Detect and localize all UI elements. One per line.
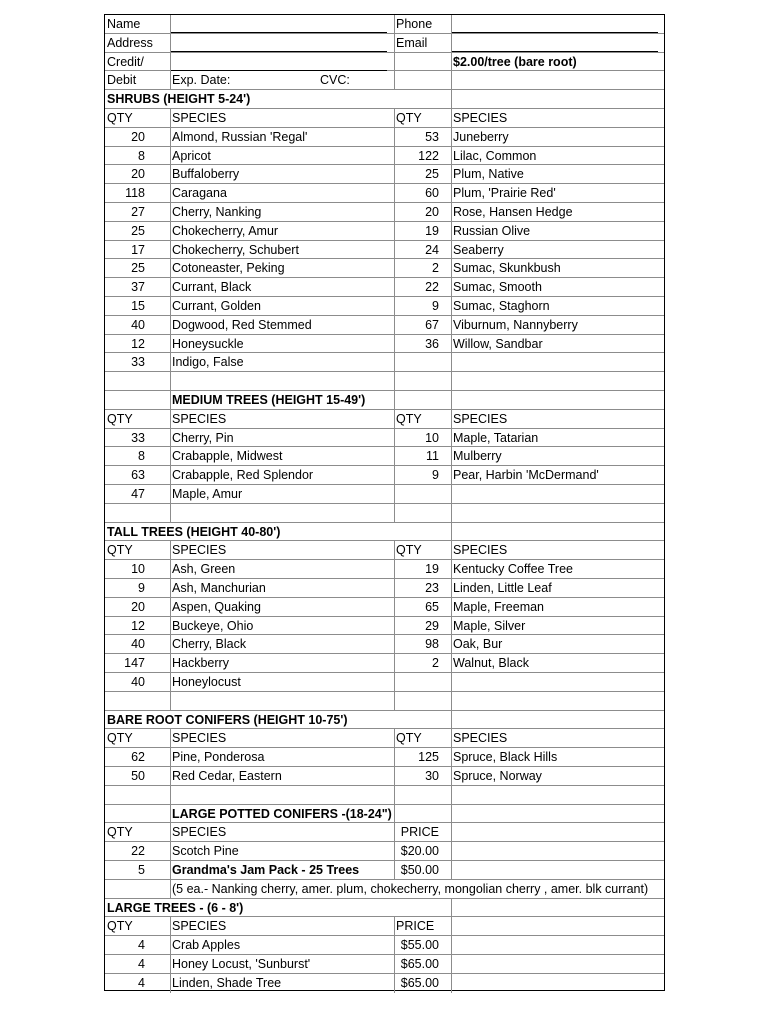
shrubs-section-title: SHRUBS (HEIGHT 5-24'): [107, 92, 251, 107]
address-email-row: [105, 34, 664, 53]
qty-value[interactable]: 10: [425, 430, 439, 445]
qty-value[interactable]: 40: [131, 317, 145, 332]
species-name: Apricot: [172, 148, 211, 163]
conifers-header-row: [105, 729, 664, 748]
qty-value[interactable]: 20: [425, 205, 439, 219]
qty-header: QTY: [396, 411, 422, 426]
species-name: Rose, Hansen Hedge: [453, 205, 573, 219]
species-name: Indigo, False: [172, 355, 244, 370]
species-name: Cherry, Pin: [172, 430, 234, 445]
qty-value[interactable]: 9: [432, 299, 439, 313]
qty-value[interactable]: 125: [418, 750, 439, 765]
qty-value[interactable]: 11: [426, 449, 439, 464]
medium-section-title: MEDIUM TREES (HEIGHT 15-49'): [172, 393, 366, 407]
qty-value[interactable]: 118: [125, 186, 145, 201]
table-row: [105, 316, 664, 335]
species-name: Spruce, Black Hills: [453, 750, 558, 765]
qty-value[interactable]: 12: [131, 618, 145, 633]
species-name: Chokecherry, Schubert: [172, 242, 299, 257]
species-name: [451, 485, 664, 503]
species-name: Grandma's Jam Pack - 25 Trees: [172, 863, 360, 877]
species-header: SPECIES: [172, 543, 227, 558]
qty-value[interactable]: 10: [131, 562, 145, 577]
qty-value[interactable]: 40: [131, 675, 145, 689]
species-name: Walnut, Black: [453, 656, 529, 671]
species-name: Caragana: [172, 186, 227, 201]
qty-value[interactable]: 147: [124, 656, 145, 671]
species-header: SPECIES: [453, 111, 508, 125]
name-field[interactable]: [171, 15, 393, 33]
table-row: [105, 128, 664, 147]
species-header: SPECIES: [453, 411, 508, 426]
medium-title-row: [105, 391, 664, 410]
species-name: Pear, Harbin 'McDermand': [453, 468, 599, 483]
credit-row: [105, 53, 664, 72]
qty-value[interactable]: [394, 673, 439, 691]
table-row: [105, 654, 664, 673]
table-row: [105, 222, 664, 241]
qty-value[interactable]: 122: [418, 148, 439, 163]
qty-value[interactable]: 47: [131, 487, 145, 501]
species-header: SPECIES: [453, 543, 508, 558]
qty-value[interactable]: 22: [131, 844, 145, 859]
species-name: Honey Locust, 'Sunburst': [172, 957, 311, 971]
potted-title-row: [105, 805, 664, 824]
price-header: PRICE: [396, 919, 435, 934]
phone-label: Phone: [396, 17, 433, 31]
qty-value[interactable]: 53: [425, 129, 439, 144]
qty-value[interactable]: 12: [131, 336, 145, 351]
species-name: Cherry, Black: [172, 637, 247, 652]
debit-row: [105, 71, 664, 90]
species-name: Chokecherry, Amur: [172, 223, 279, 238]
species-name: Linden, Shade Tree: [172, 975, 282, 990]
table-row: [105, 617, 664, 636]
tall-section-title: TALL TREES (HEIGHT 40-80'): [107, 524, 281, 539]
qty-value[interactable]: 27: [131, 205, 145, 219]
email-field[interactable]: [452, 34, 664, 52]
species-name: Cherry, Nanking: [172, 205, 262, 219]
spacer-row: [105, 692, 664, 711]
qty-value[interactable]: 33: [131, 430, 145, 445]
species-header: SPECIES: [172, 919, 227, 934]
species-name: Dogwood, Red Stemmed: [172, 317, 312, 332]
table-row: [105, 598, 664, 617]
address-label: Address: [107, 35, 153, 50]
species-name: [451, 353, 664, 371]
spacer-row: [105, 504, 664, 523]
qty-value[interactable]: 37: [131, 280, 145, 295]
species-name: Oak, Bur: [453, 637, 503, 652]
qty-value[interactable]: 9: [138, 581, 145, 595]
tall-title-row: [105, 523, 664, 542]
qty-header: QTY: [107, 543, 133, 558]
cvc-label: CVC:: [320, 73, 350, 88]
table-row: [105, 241, 664, 260]
table-row: [105, 673, 664, 692]
qty-value[interactable]: 8: [138, 148, 145, 163]
price-value: $55.00: [400, 938, 439, 953]
qty-value[interactable]: 25: [131, 223, 145, 238]
species-name: Crabapple, Midwest: [172, 449, 283, 464]
qty-value[interactable]: 25: [131, 261, 145, 276]
species-name: Maple, Amur: [172, 487, 243, 501]
name-phone-row: [105, 15, 664, 34]
species-name: Spruce, Norway: [453, 769, 542, 783]
qty-value[interactable]: 60: [425, 186, 439, 201]
qty-header: QTY: [396, 731, 422, 746]
species-name: Honeylocust: [172, 675, 241, 689]
qty-value[interactable]: 4: [138, 975, 145, 990]
table-row: [105, 297, 664, 316]
qty-value[interactable]: 63: [131, 468, 145, 483]
qty-value[interactable]: 50: [131, 769, 145, 783]
qty-header: QTY: [396, 543, 422, 558]
qty-header: QTY: [107, 825, 133, 840]
species-name: [451, 673, 664, 691]
price-value: $65.00: [400, 975, 439, 990]
species-name: Red Cedar, Eastern: [172, 769, 282, 783]
species-header: SPECIES: [172, 411, 227, 426]
qty-value[interactable]: 19: [425, 562, 439, 577]
species-name: Maple, Freeman: [453, 599, 545, 614]
qty-value[interactable]: 23: [425, 581, 439, 595]
qty-value[interactable]: 22: [425, 280, 439, 295]
table-row: [105, 278, 664, 297]
qty-header: QTY: [107, 731, 133, 746]
price-value: $50.00: [400, 863, 439, 877]
species-name: Honeysuckle: [172, 336, 244, 351]
qty-value[interactable]: 20: [131, 599, 145, 614]
species-name: Maple, Tatarian: [453, 430, 539, 445]
large-trees-section-title: LARGE TREES - (6 - 8'): [107, 900, 244, 915]
qty-value[interactable]: [394, 353, 439, 371]
species-name: Lilac, Common: [453, 148, 537, 163]
qty-value[interactable]: 67: [425, 317, 439, 332]
bare-root-price-note: $2.00/tree (bare root): [453, 54, 577, 69]
qty-value[interactable]: 25: [425, 167, 439, 182]
table-row: [105, 767, 664, 786]
species-name: Currant, Golden: [172, 299, 261, 313]
qty-value[interactable]: 20: [131, 167, 145, 182]
species-name: Willow, Sandbar: [453, 336, 543, 351]
species-name: Aspen, Quaking: [172, 599, 261, 614]
qty-value[interactable]: 29: [425, 618, 439, 633]
table-row: [105, 165, 664, 184]
qty-value[interactable]: 30: [425, 769, 439, 783]
email-label: Email: [396, 35, 428, 50]
qty-value[interactable]: 40: [131, 637, 145, 652]
shrubs-title-row: [105, 90, 664, 109]
name-label: Name: [107, 17, 141, 31]
qty-value[interactable]: 15: [131, 299, 145, 313]
phone-field[interactable]: [452, 15, 664, 33]
table-row: [105, 955, 664, 974]
species-name: Sumac, Staghorn: [453, 299, 550, 313]
species-name: Kentucky Coffee Tree: [453, 562, 573, 577]
species-name: Maple, Silver: [453, 618, 526, 633]
qty-header: QTY: [107, 919, 133, 934]
species-name: Scotch Pine: [172, 844, 239, 859]
species-name: Plum, Native: [453, 167, 524, 182]
qty-value[interactable]: 2: [432, 261, 439, 276]
large-title-row: [105, 899, 664, 918]
qty-value[interactable]: 33: [131, 355, 145, 370]
qty-value[interactable]: 20: [131, 129, 145, 144]
table-row: [105, 429, 664, 448]
qty-value[interactable]: 36: [425, 336, 439, 351]
table-row: [105, 203, 664, 222]
table-row: [105, 936, 664, 955]
qty-value[interactable]: 5: [138, 863, 145, 877]
qty-header: QTY: [107, 411, 133, 426]
exp-date-label: Exp. Date:: [172, 73, 231, 88]
table-row: [105, 353, 664, 372]
tall-header-row: [105, 541, 664, 560]
table-row: [105, 184, 664, 203]
qty-value[interactable]: 9: [432, 468, 439, 483]
species-name: Buckeye, Ohio: [172, 618, 254, 633]
species-header: SPECIES: [172, 111, 227, 125]
table-row: [105, 447, 664, 466]
spacer-row: [105, 372, 664, 391]
species-name: Plum, 'Prairie Red': [453, 186, 556, 201]
price-header: PRICE: [400, 825, 439, 840]
credit-label: Credit/: [107, 54, 144, 69]
species-name: Seaberry: [453, 242, 504, 257]
conifers-title-row: [105, 711, 664, 730]
qty-header: QTY: [396, 111, 422, 125]
species-header: SPECIES: [172, 825, 227, 840]
species-name: Juneberry: [453, 129, 509, 144]
table-row: [105, 579, 664, 598]
conifers-section-title: BARE ROOT CONIFERS (HEIGHT 10-75'): [107, 712, 348, 727]
qty-value[interactable]: 24: [425, 242, 439, 257]
species-name: Russian Olive: [453, 223, 531, 238]
table-row: [105, 335, 664, 354]
table-row: [105, 485, 664, 504]
table-row: [105, 560, 664, 579]
species-name: Sumac, Skunkbush: [453, 261, 561, 276]
potted-section-title: LARGE POTTED CONIFERS -(18-24"): [172, 806, 392, 821]
species-name: Pine, Ponderosa: [172, 750, 265, 765]
species-name: Cotoneaster, Peking: [172, 261, 285, 276]
qty-value[interactable]: 4: [138, 957, 145, 971]
table-row: [105, 466, 664, 485]
qty-header: QTY: [107, 111, 133, 125]
card-number-field[interactable]: [171, 53, 393, 71]
table-row: [105, 748, 664, 767]
price-value: $20.00: [400, 844, 439, 859]
species-header: SPECIES: [172, 731, 227, 746]
qty-value[interactable]: 8: [138, 449, 145, 464]
species-name: Ash, Manchurian: [172, 581, 266, 595]
species-name: Ash, Green: [172, 562, 236, 577]
jam-pack-note: (5 ea.- Nanking cherry, amer. plum, chokecherry, mongolian cherry , amer. blk currant): [172, 881, 649, 896]
table-row: [105, 259, 664, 278]
species-header: SPECIES: [453, 731, 508, 746]
order-form-sheet: [104, 14, 665, 991]
debit-label: Debit: [107, 73, 137, 88]
qty-value[interactable]: [394, 485, 439, 503]
large-header-row: [105, 917, 664, 936]
qty-value[interactable]: 17: [131, 242, 145, 257]
species-name: Sumac, Smooth: [453, 280, 542, 295]
table-row: [105, 842, 664, 861]
qty-value[interactable]: 19: [425, 223, 439, 238]
jam-pack-note-row: [105, 880, 664, 899]
potted-header-row: [105, 823, 664, 842]
table-row: [105, 861, 664, 880]
table-row: [105, 147, 664, 166]
price-value: $65.00: [400, 957, 439, 971]
spacer-row: [105, 786, 664, 805]
species-name: Crab Apples: [172, 938, 241, 953]
species-name: Buffaloberry: [172, 167, 240, 182]
table-row: [105, 635, 664, 654]
species-name: Linden, Little Leaf: [453, 581, 552, 595]
species-name: Currant, Black: [172, 280, 252, 295]
address-field[interactable]: [171, 34, 393, 52]
species-name: Mulberry: [453, 449, 502, 464]
species-name: Crabapple, Red Splendor: [172, 468, 314, 483]
qty-value[interactable]: 62: [131, 750, 145, 765]
medium-header-row: [105, 410, 664, 429]
shrubs-header-row: [105, 109, 664, 128]
species-name: Almond, Russian 'Regal': [172, 129, 308, 144]
qty-value[interactable]: 2: [432, 656, 439, 671]
table-row: [105, 974, 664, 993]
species-name: Hackberry: [172, 656, 229, 671]
species-name: Viburnum, Nannyberry: [453, 317, 578, 332]
qty-value[interactable]: 4: [138, 938, 145, 953]
qty-value[interactable]: 98: [425, 637, 439, 652]
qty-value[interactable]: 65: [425, 599, 439, 614]
